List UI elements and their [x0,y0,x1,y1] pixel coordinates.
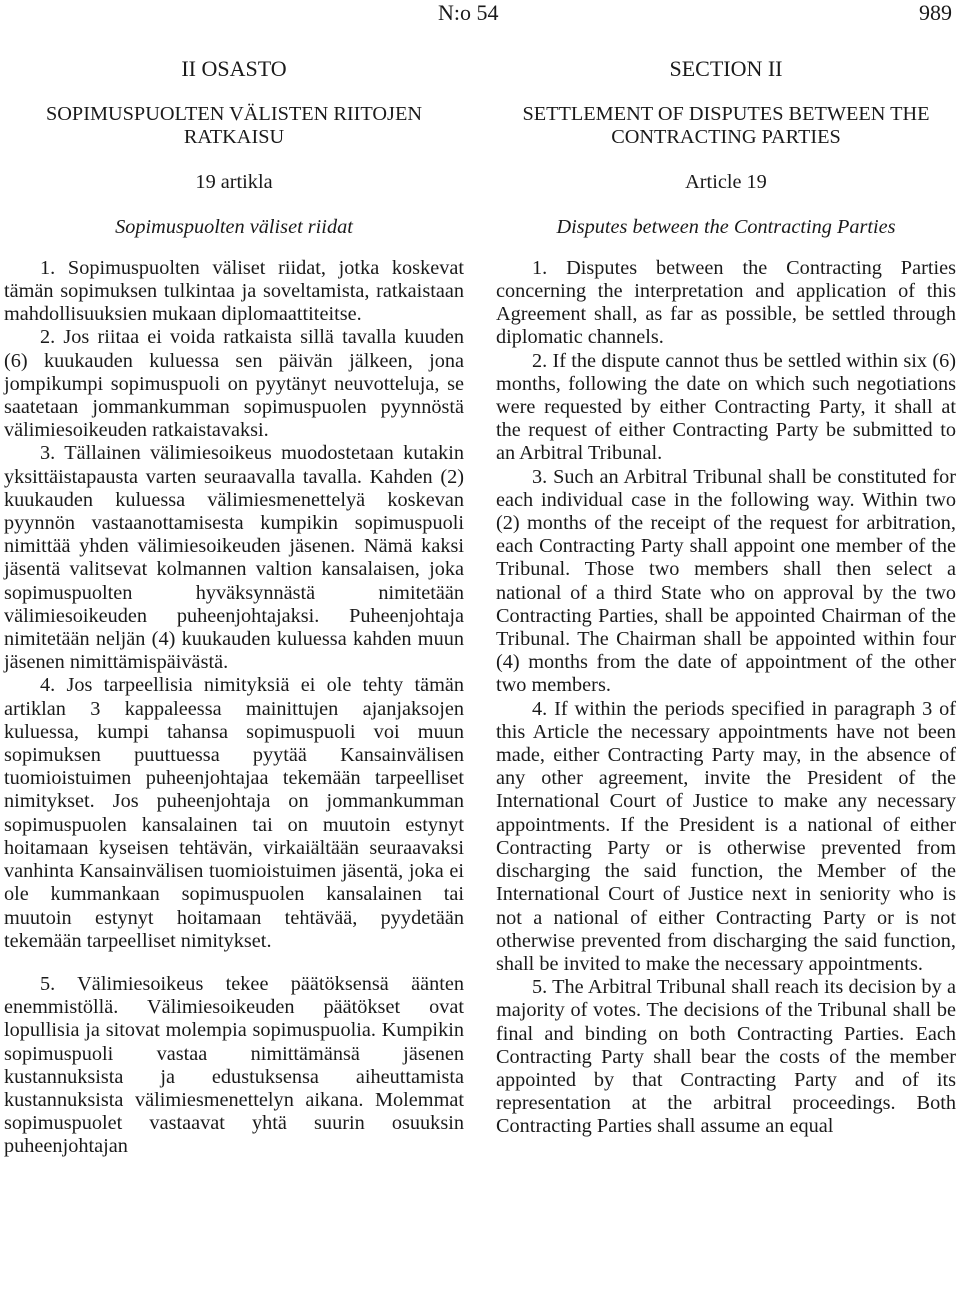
article-title: Disputes between the Contracting Parties [556,215,896,238]
section-title: SECTION II [669,56,783,81]
paragraph: 4. If within the periods specified in paragraph 3 of this Article the necessary appointments have not been made, either Contracting Party may, in the absence of any other agreement, invite the President of the International Court of Justice to make any necessary appointments. If the President is a national of either Contracting Party or is otherwise prevented from discharging the said function, the Member of the International Court of Justice next in seniority who is not a national of either Contracting Party or is not otherwise prevented from discharging the said function, shall be invited to make the necessary appointments. [496,697,956,975]
article-title: Sopimuspuolten väliset riidat [115,215,353,238]
article-number: 19 artikla [195,171,273,194]
english-column [496,56,956,1139]
page-number: 989 [919,0,952,25]
paragraph: 3. Tällainen välimiesoikeus muodostetaan kutakin yksittäistapausta varten seuraavalla tavalla. Kahden (2) kuukauden kuluessa välimiesmenettelyä koskevan pyynnön vastaanottamisesta kumpikin sopimuspuoli nimittää yhden välimiesoikeuden jäsenen. Nämä kaksi jäsentä valitsevat kolmannen valtion kansalaisen, joka sopimuspuolten hyväksynnästä nimitetään välimiesoikeuden puheenjohtajaksi. Puheenjohtaja nimitetään neljän (4) kuukauden kuluessa kahden muun jäsenen nimittämispäivästä. [4,442,464,674]
section-heading: SOPIMUSPUOLTEN VÄLISTEN RIITOJEN RATKAISU [46,103,422,149]
paragraph: 5. Välimiesoikeus tekee päätöksensä äänten enemmistöllä. Välimiesoikeuden päätökset ovat lopullisia ja sitovat molempia sopimuspuolia. Kumpikin sopimuspuoli vastaa nimittämänsä jäsenen kustannuksista ja edustuksensa aiheuttamista kustannuksista välimiesmenettelyn aikana. Molemmat sopimuspuolet vastaavat yhtä suurin osuuksin puheenjohtajan [4,972,464,1158]
document-number: N:o 54 [438,0,499,25]
section-title: II OSASTO [181,56,287,81]
finnish-column [4,56,464,1159]
paragraph: 2. If the dispute cannot thus be settled within six (6) months, following the date on which such negotiations were requested by either Contracting Party, it shall at the request of either Contracting Party be submitted to an Arbitral Tribunal. [496,349,956,465]
paragraph: 2. Jos riitaa ei voida ratkaista sillä tavalla kuuden (6) kuukauden kuluessa sen päivän jälkeen, jona jompikumpi sopimuspuoli on pyytänyt neuvotteluja, se saatetaan jommankumman sopimuspuolen pyynnöstä välimiesoikeuden ratkaistavaksi. [4,326,464,442]
page-header [0,0,960,32]
article-number: Article 19 [685,171,767,194]
paragraph: 4. Jos tarpeellisia nimityksiä ei ole tehty tämän artiklan 3 kappaleessa mainittujen ajanjaksojen kuluessa, kumpi tahansa sopimuspuoli voi muun sopimuksen puuttuessa pyytää Kansainvälisen tuomioistuimen puheenjohtajaa tekemään tarpeelliset nimitykset. Jos puheenjohtaja on jommankumman sopimuspuolen kansalainen tai on muutoin estynyt hoitamaan kyseisen tehtävän, virkaiältään seuraavaksi vanhinta Kansainvälisen tuomioistuimen jäsentä, joka ei ole kummankaan sopimuspuolen kansalainen tai muutoin estynyt hoitamaan tehtävää, pyydetään tekemään tarpeelliset nimitykset. [4,674,464,952]
paragraph: 3. Such an Arbitral Tribunal shall be constituted for each individual case in the following way. Within two (2) months of the receipt of the request for arbitration, each Contracting Party shall appoint one member of the Tribunal. Those two members shall then select a national of a third State who on approval by the two Contracting Parties, shall be appointed Chairman of the Tribunal. The Chairman shall be appointed within four (4) months from the date of appointment of the other two members. [496,465,956,697]
paragraph: 5. The Arbitral Tribunal shall reach its decision by a majority of votes. The decisions of the Tribunal shall be final and binding on both Contracting Parties. Each Contracting Party shall bear the costs of the member appointed by that Contracting Party and of its representation at the arbitral proceedings. Both Contracting Parties shall assume an equal [496,976,956,1138]
section-heading: SETTLEMENT OF DISPUTES BETWEEN THE CONTRACTING PARTIES [522,103,930,149]
paragraph: 1. Disputes between the Contracting Parties concerning the interpretation and application of this Agreement shall, as far as possible, be settled through diplomatic channels. [496,256,956,349]
paragraph: 1. Sopimuspuolten väliset riidat, jotka koskevat tämän sopimuksen tulkintaa ja soveltamista, ratkaistaan mahdollisuuksien mukaan diplomaattiteitse. [4,256,464,326]
